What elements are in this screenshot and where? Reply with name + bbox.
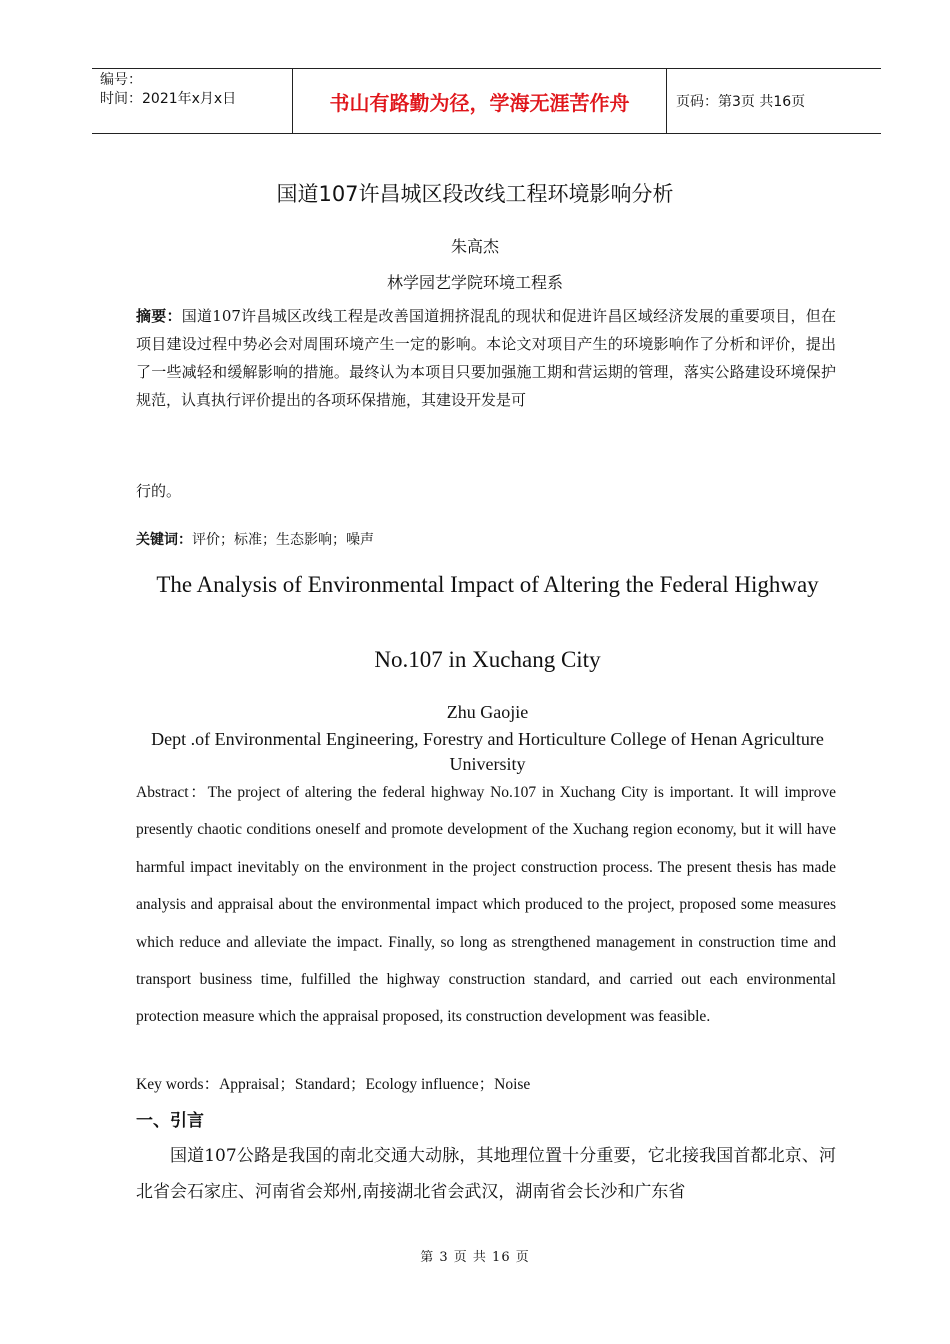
paper-title-cn: 国道107许昌城区段改线工程环境影响分析 [276, 182, 674, 206]
abstract-en-text: The project of altering the federal highway No.107 in Xuchang City is important. It will improve presently chaotic conditions oneself and promote development of the Xuchang region economy, but it will have harmful impact inevitably on the environment in the project construction process. The present thesis has made analysis and appraisal about the environmental impact which produced to the project, proposed some measures which reduce and alleviate the impact. Finally, so long as strengthened management in construction time and transport business time, fulfilled the highway construction standard, and carried out each environmental protection measure which the appraisal proposed, its construction development was feasible. [136, 784, 836, 1026]
page-footer: 第 3 页 共 16 页 [420, 1250, 530, 1265]
abstract-cn [136, 302, 836, 414]
document-header [92, 68, 881, 134]
author-name-cn: 朱高杰 [450, 237, 499, 256]
header-time-label: 时间：2021年x月x日 [100, 91, 237, 107]
header-meta [100, 71, 236, 109]
keywords-cn-label: 关键词： [136, 532, 192, 548]
keywords-en [136, 1072, 836, 1094]
abstract-en [136, 774, 836, 1036]
header-number-label: 编号： [100, 72, 142, 88]
author-name-en: Zhu Gaojie [446, 702, 529, 722]
paper-title-en-line2: No.107 in Xuchang City [374, 647, 601, 672]
abstract-cn-tail: 行的。 [136, 482, 182, 500]
section-heading-intro: 一、引言 [136, 1111, 204, 1131]
paper-title-en-line1: The Analysis of Environmental Impact of Altering the Federal Highway [156, 572, 819, 597]
keywords-cn [136, 529, 836, 549]
department-en: Dept .of Environmental Engineering, Forestry and Horticulture College of Henan Agriculture University [151, 729, 824, 774]
abstract-en-label: Abstract： [136, 784, 208, 801]
department-cn: 林学园艺学院环境工程系 [386, 273, 563, 292]
abstract-cn-text: 国道107许昌城区改线工程是改善国道拥挤混乱的现状和促进许昌区域经济发展的重要项目，但在项目建设过程中势必会对周围环境产生一定的影响。本论文对项目产生的环境影响作了分析和评价，提出了一些减轻和缓解影响的措施。最终认为本项目只要加强施工期和营运期的管理，落实公路建设环境保护规范，认真执行评价提出的各项环保措施，其建设开发是可 [136, 307, 836, 409]
keywords-en-label: Key words： [136, 1076, 220, 1093]
keywords-cn-text: 评价；标准；生态影响；噪声 [192, 532, 374, 548]
header-motto: 书山有路勤为径，学海无涯苦作舟 [292, 69, 667, 133]
header-page-info: 页码：第3页 共16页 [676, 94, 806, 110]
intro-paragraph: 国道107公路是我国的南北交通大动脉，其地理位置十分重要，它北接我国首都北京、河北省会石家庄、河南省会郑州,南接湖北省会武汉，湖南省会长沙和广东省 [136, 1146, 836, 1202]
abstract-cn-label: 摘要： [136, 307, 182, 325]
keywords-en-text: Appraisal；Standard；Ecology influence；Noise [219, 1076, 531, 1093]
